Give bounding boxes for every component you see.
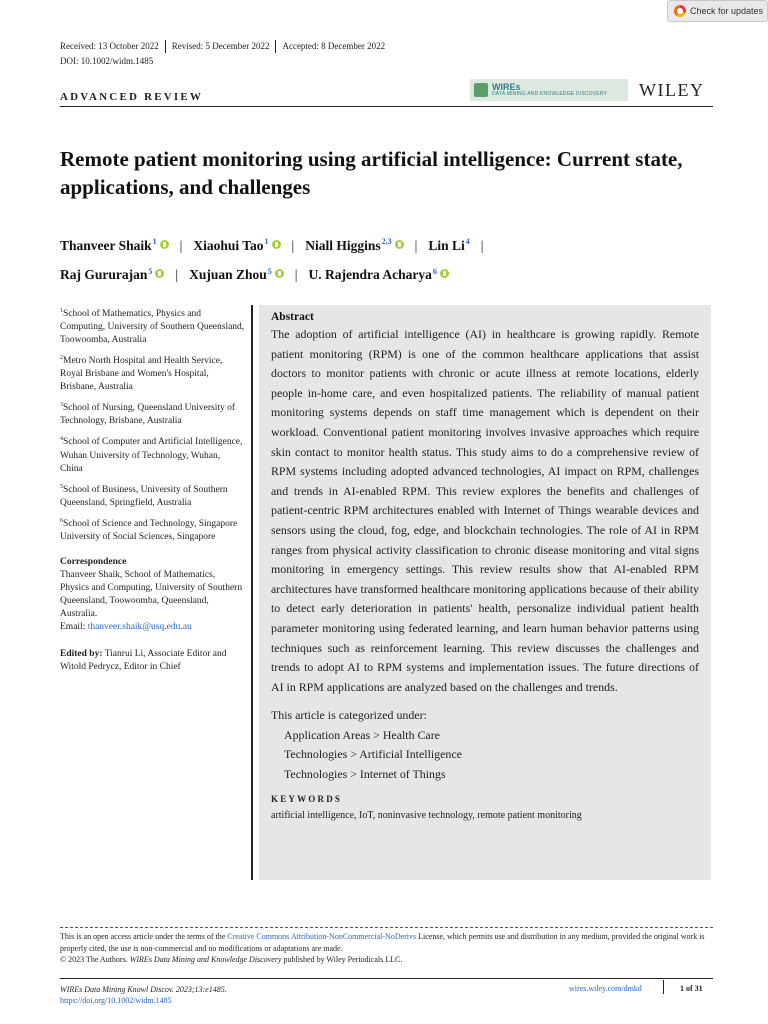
page-number: 1 of 31 <box>680 984 703 993</box>
category-item: Application Areas > Health Care <box>284 727 440 742</box>
orcid-icon[interactable] <box>440 269 449 278</box>
revised-date: Revised: 5 December 2022 <box>171 41 270 51</box>
categorized-label: This article is categorized under: <box>271 708 427 723</box>
orcid-icon[interactable] <box>275 269 284 278</box>
copyright-line: © 2023 The Authors. WIREs Data Mining and Knowledge Discovery published by Wiley Periodicals LLC. <box>60 955 403 964</box>
abstract-text: The adoption of artificial intelligence (AI) in healthcare is growing rapidly. Remote patient monitoring (RPM) is one of the common healthcare applications that assist doctors to monitor patients with chronic or acute illness at remote locations, elderly people in-home care, and even hospitalized patients. The reliability of manual patient monitoring systems depends on staff time management which is dependent on their workload. Conventional patient monitoring involves invasive approaches which require skin contact to monitor health status. This study aims to do a comprehensive review of RPM systems including adopted advanced technologies, AI impact on RPM, challenges and trends in AI-enabled RPM. This review explores the benefits and challenges of patient-centric RPM architectures enabled with Internet of Things wearable devices and sensors using the cloud, fog, edge, and blockchain technologies. The role of AI in RPM ranges from physical activity classification to chronic disease monitoring and vital signs monitoring in emergency settings. This review results show that AI-enabled RPM architectures have transformed healthcare monitoring applications because of their ability to detect early deterioration in patients' health, personalize individual patient health parameter monitoring using federated learning, and learn human behavior patterns using techniques such as reinforcement learning. This review discusses the challenges and trends to adopt AI to RPM systems and implementation issues. The future directions of AI in RPM applications are analyzed based on the challenges and trends. <box>271 327 699 694</box>
affiliations <box>60 305 245 674</box>
accepted-date: Accepted: 8 December 2022 <box>282 41 386 51</box>
doi: DOI: 10.1002/widm.1485 <box>60 56 154 66</box>
author-name[interactable]: Niall Higgins$^{2,3}$ <box>305 238 403 253</box>
check-for-updates-label: Check for updates <box>690 6 764 16</box>
keywords-heading: KEYWORDS <box>271 793 343 804</box>
affiliation: $^5$School of Business, University of Southern Queensland, Springfield, Australia <box>60 483 228 508</box>
orcid-icon[interactable] <box>272 240 281 249</box>
email-link[interactable]: thanveer.shaik@usq.edu.au <box>87 621 192 632</box>
keywords-text: artificial intelligence, IoT, noninvasive technology, remote patient monitoring <box>271 809 582 821</box>
orcid-icon[interactable] <box>155 269 164 278</box>
header-rule <box>60 106 713 107</box>
article-title: Remote patient monitoring using artificial intelligence: Current state, applications, and challenges <box>60 147 683 199</box>
category-item: Technologies > Artificial Intelligence <box>284 747 462 762</box>
crossmark-icon <box>674 5 686 17</box>
journal-citation <box>60 984 227 1006</box>
bottom-rule <box>60 978 713 979</box>
license-text: This is an open access article under the terms of the Creative Commons Attribution-NonCommercial-NoDerivs License, which permits use and distribution in any medium, provided the original work is properly cited, the use is non-commercial and no modifications or adaptations are made. © 2023 The Authors. WIREs Data Mining and Knowledge Discovery published by Wiley Periodicals LLC. <box>60 931 713 966</box>
correspondence-text: Thanveer Shaik, School of Mathematics, Physics and Computing, University of Southern Queensland, Toowoomba, Queensland, Australia. <box>60 569 243 619</box>
affiliation: $^6$School of Science and Technology, Singapore University of Social Sciences, Singapore <box>60 517 238 542</box>
affiliation: $^4$School of Computer and Artificial Intelligence, Wuhan University of Technology, Wuhan, China <box>60 436 243 474</box>
wires-logo-icon <box>474 83 488 97</box>
orcid-icon[interactable] <box>395 240 404 249</box>
journal-site-link[interactable]: wires.wiley.com/dmkd <box>569 984 642 993</box>
citation-text: WIREs Data Mining Knowl Discov. 2023;13:e1485. <box>60 985 227 994</box>
wires-logo[interactable] <box>470 79 628 101</box>
edited-by: Edited by: Tianrui Li, Associate Editor and Witold Pedrycz, Editor in Chief <box>60 648 227 672</box>
check-for-updates-button[interactable] <box>667 0 768 22</box>
license-link[interactable]: Creative Commons Attribution-NonCommercial-NoDerivs <box>227 932 417 941</box>
footer-rule <box>60 927 713 928</box>
orcid-icon[interactable] <box>160 240 169 249</box>
author-name[interactable]: Raj Gururajan$^5$ <box>60 267 164 282</box>
publisher-logo[interactable]: WILEY <box>639 80 705 100</box>
affiliation: $^3$School of Nursing, Queensland University of Technology, Brisbane, Australia <box>60 402 236 427</box>
doi-link[interactable]: https://doi.org/10.1002/widm.1485 <box>60 996 172 1005</box>
divider <box>663 980 664 994</box>
article-dates <box>60 39 391 53</box>
author-name[interactable]: Lin Li$^4$ <box>428 237 470 253</box>
correspondence-heading: Correspondence <box>60 556 127 567</box>
received-date: Received: 13 October 2022 <box>60 41 159 51</box>
category-item: Technologies > Internet of Things <box>284 767 446 782</box>
correspondence-email: Email: thanveer.shaik@usq.edu.au <box>60 621 192 632</box>
affiliation: $^2$Metro North Hospital and Health Service, Royal Brisbane and Women's Hospital, Brisbane, Australia <box>60 355 223 393</box>
abstract-rule <box>251 305 253 880</box>
wires-logo-title: WIREs <box>492 82 521 92</box>
section-label: ADVANCED REVIEW <box>60 91 204 103</box>
wires-logo-subtitle: DATA MINING AND KNOWLEDGE DISCOVERY <box>492 91 608 97</box>
author-name[interactable]: Xujuan Zhou$^5$ <box>189 267 284 282</box>
author-list: Thanveer Shaik$^1$ | Xiaohui Tao$^1$ | Niall Higgins$^{2,3}$ | Lin Li$^4$ | Raj Gururajan$^5$ | Xujuan Zhou$^5$ | U. Rajendra Acharya$^6$ <box>60 237 484 282</box>
affiliation: $^1$School of Mathematics, Physics and Computing, University of Southern Queensland, Toowoomba, Australia <box>60 308 245 346</box>
author-name[interactable]: Xiaohui Tao$^1$ <box>193 238 280 253</box>
author-name[interactable]: U. Rajendra Acharya$^6$ <box>308 267 448 282</box>
author-name[interactable]: Thanveer Shaik$^1$ <box>60 238 169 253</box>
abstract-heading: Abstract <box>271 311 314 323</box>
abstract-box <box>259 305 711 880</box>
